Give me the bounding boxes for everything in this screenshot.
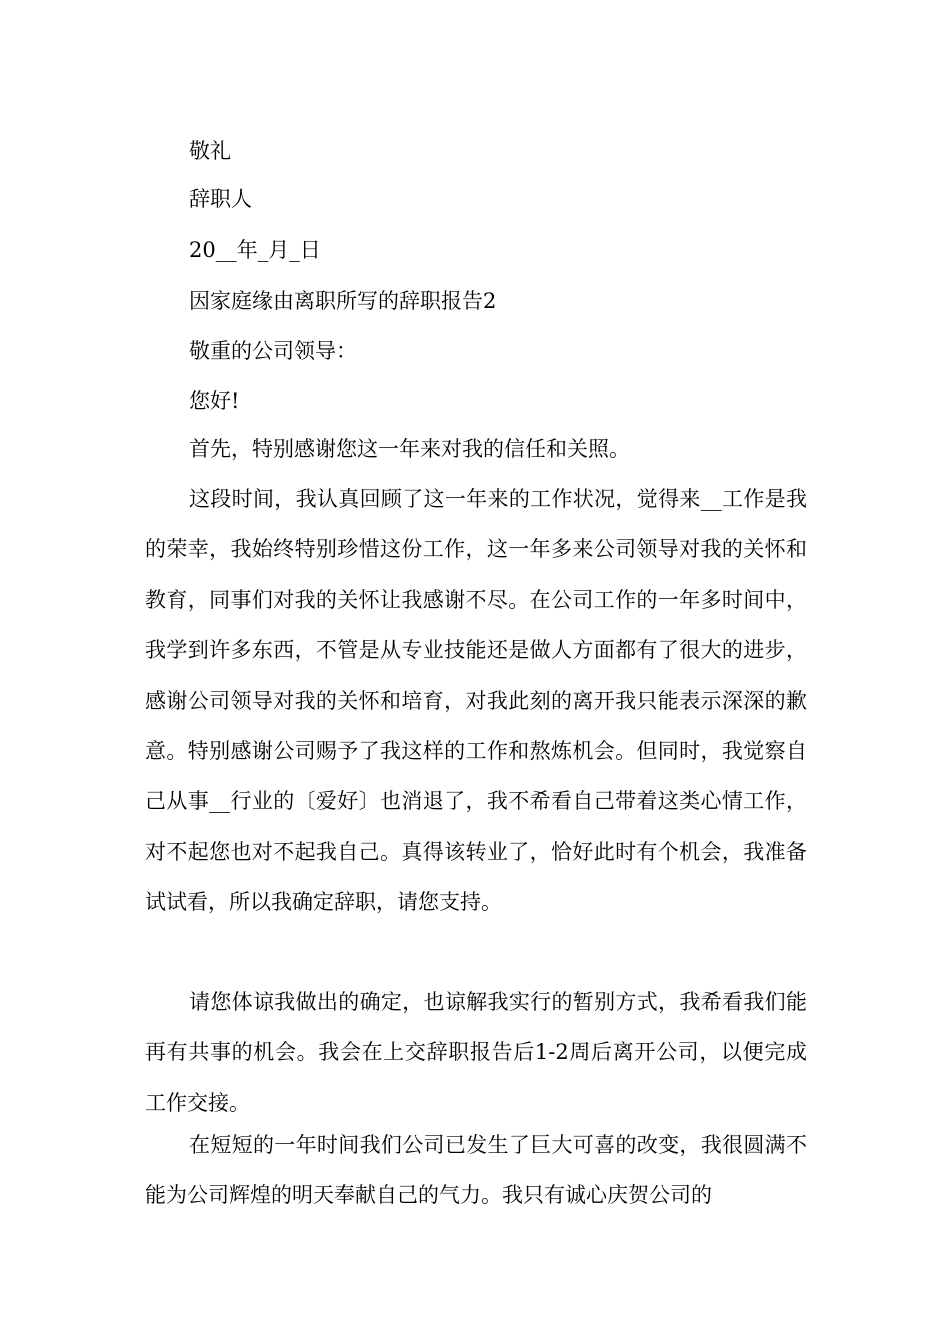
salutation-text: 敬重的公司领导： — [189, 339, 357, 363]
date-text: 20__年_月_日 — [189, 238, 321, 262]
signature-text: 辞职人 — [189, 187, 252, 211]
letter-title: 因家庭缘由离职所写的辞职报告2 — [189, 289, 497, 313]
paragraph-2: 这段时间，我认真回顾了这一年来的工作状况，觉得来__工作是我的荣幸，我始终特别珍惜这份工作，这一年多来公司领导对我的关怀和教育，同事们对我的关怀让我感谢不尽。在公司工作的一年多时间中，我学到许多东西，不管是从专业技能还是做人方面都有了很大的进步，感谢公司领导对我的关怀和培育，对我此刻的离开我只能表示深深的歉意。特别感谢公司赐予了我这样的工作和熬炼机会。但同时，我觉察自己从事__行业的〔爱好〕也消退了，我不希看自己带着这类心情工作，对不起您也对不起我自己。真得该转业了，恰好此时有个机会，我准备试试看，所以我确定辞职，请您支持。 — [145, 487, 807, 915]
closing-text: 敬礼 — [189, 139, 231, 163]
greeting-text: 您好! — [189, 389, 240, 413]
paragraph-1: 首先，特别感谢您这一年来对我的信任和关照。 — [189, 437, 630, 461]
paragraph-4: 在短短的一年时间我们公司已发生了巨大可喜的改变，我很圆满不能为公司辉煌的明天奉献自己的气力。我只有诚心庆贺公司的 — [145, 1133, 807, 1208]
paragraph-3: 请您体谅我做出的确定，也谅解我实行的暂别方式，我希看我们能再有共事的机会。我会在上交辞职报告后1-2周后离开公司，以便完成工作交接。 — [145, 990, 807, 1115]
